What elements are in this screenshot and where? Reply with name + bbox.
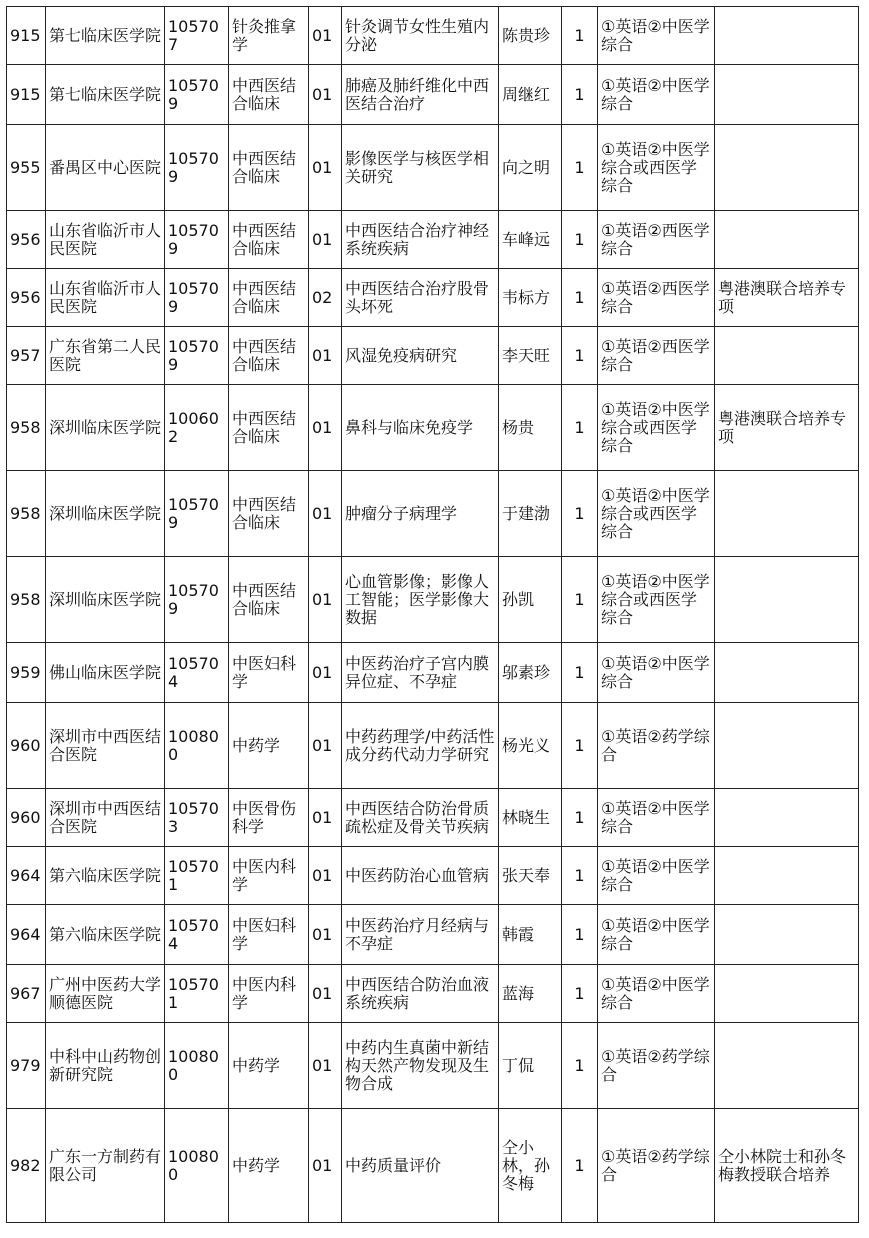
major-code-cell: 100800: [165, 1109, 229, 1223]
unit-code-cell: 955: [7, 125, 46, 211]
major-cell: 中药学: [229, 703, 309, 789]
enrollment-count-cell: 1: [562, 703, 598, 789]
direction-code-cell: 01: [309, 471, 342, 557]
tutor-cell: 李天旺: [499, 327, 562, 385]
major-cell: 中西医结合临床: [229, 471, 309, 557]
note-cell: [715, 703, 859, 789]
tutor-cell: 韩霞: [499, 905, 562, 965]
major-cell: 中西医结合临床: [229, 211, 309, 269]
enrollment-count-cell: 1: [562, 1023, 598, 1109]
exam-subjects-cell: ①英语②西医学综合: [598, 327, 715, 385]
unit-code-cell: 982: [7, 1109, 46, 1223]
direction-code-cell: 01: [309, 643, 342, 703]
enrollment-count-cell: 1: [562, 7, 598, 65]
school-cell: 广东一方制药有限公司: [46, 1109, 165, 1223]
enrollment-count-cell: 1: [562, 327, 598, 385]
major-code-cell: 105701: [165, 965, 229, 1023]
unit-code-cell: 960: [7, 789, 46, 847]
note-cell: 粤港澳联合培养专项: [715, 269, 859, 327]
direction-code-cell: 01: [309, 557, 342, 643]
tutor-cell: 邬素珍: [499, 643, 562, 703]
direction-code-cell: 01: [309, 789, 342, 847]
note-cell: [715, 789, 859, 847]
note-cell: [715, 1023, 859, 1109]
note-cell: [715, 125, 859, 211]
major-cell: 中西医结合临床: [229, 125, 309, 211]
school-cell: 山东省临沂市人民医院: [46, 211, 165, 269]
research-direction-cell: 中药药理学/中药活性成分药代动力学研究: [342, 703, 499, 789]
exam-subjects-cell: ①英语②中医学综合: [598, 789, 715, 847]
enrollment-count-cell: 1: [562, 125, 598, 211]
major-cell: 中医妇科学: [229, 905, 309, 965]
exam-subjects-cell: ①英语②药学综合: [598, 1109, 715, 1223]
direction-code-cell: 01: [309, 847, 342, 905]
school-cell: 深圳市中西医结合医院: [46, 789, 165, 847]
unit-code-cell: 959: [7, 643, 46, 703]
unit-code-cell: 979: [7, 1023, 46, 1109]
tutor-cell: 张天奉: [499, 847, 562, 905]
table-row: [7, 557, 859, 643]
tutor-cell: 陈贵珍: [499, 7, 562, 65]
research-direction-cell: 中医药治疗月经病与不孕症: [342, 905, 499, 965]
major-code-cell: 105709: [165, 269, 229, 327]
research-direction-cell: 中西医结合防治血液系统疾病: [342, 965, 499, 1023]
direction-code-cell: 01: [309, 905, 342, 965]
major-code-cell: 105707: [165, 7, 229, 65]
tutor-cell: 韦标方: [499, 269, 562, 327]
major-code-cell: 100800: [165, 1023, 229, 1109]
enrollment-count-cell: 1: [562, 557, 598, 643]
note-cell: [715, 847, 859, 905]
table-row: [7, 1109, 859, 1223]
research-direction-cell: 鼻科与临床免疫学: [342, 385, 499, 471]
major-code-cell: 105704: [165, 905, 229, 965]
unit-code-cell: 915: [7, 65, 46, 125]
table-row: [7, 65, 859, 125]
research-direction-cell: 肿瘤分子病理学: [342, 471, 499, 557]
table-row: [7, 1023, 859, 1109]
school-cell: 深圳市中西医结合医院: [46, 703, 165, 789]
enrollment-count-cell: 1: [562, 211, 598, 269]
unit-code-cell: 915: [7, 7, 46, 65]
table-row: [7, 7, 859, 65]
major-code-cell: 105709: [165, 65, 229, 125]
school-cell: 番禺区中心医院: [46, 125, 165, 211]
school-cell: 广东省第二人民医院: [46, 327, 165, 385]
major-cell: 中西医结合临床: [229, 557, 309, 643]
exam-subjects-cell: ①英语②中医学综合或西医学综合: [598, 385, 715, 471]
school-cell: 第七临床医学院: [46, 65, 165, 125]
note-cell: [715, 643, 859, 703]
school-cell: 深圳临床医学院: [46, 557, 165, 643]
major-code-cell: 105709: [165, 211, 229, 269]
direction-code-cell: 01: [309, 1023, 342, 1109]
table-row: [7, 789, 859, 847]
tutor-cell: 车峰远: [499, 211, 562, 269]
note-cell: 仝小林院士和孙冬梅教授联合培养: [715, 1109, 859, 1223]
note-cell: [715, 211, 859, 269]
major-code-cell: 100602: [165, 385, 229, 471]
unit-code-cell: 958: [7, 471, 46, 557]
tutor-cell: 杨贵: [499, 385, 562, 471]
unit-code-cell: 958: [7, 385, 46, 471]
note-cell: [715, 327, 859, 385]
enrollment-count-cell: 1: [562, 847, 598, 905]
unit-code-cell: 956: [7, 269, 46, 327]
exam-subjects-cell: ①英语②中医学综合: [598, 7, 715, 65]
note-cell: [715, 905, 859, 965]
research-direction-cell: 风湿免疫病研究: [342, 327, 499, 385]
major-code-cell: 105709: [165, 557, 229, 643]
major-code-cell: 105709: [165, 471, 229, 557]
note-cell: [715, 65, 859, 125]
major-code-cell: 100800: [165, 703, 229, 789]
unit-code-cell: 967: [7, 965, 46, 1023]
research-direction-cell: 中西医结合治疗股骨头坏死: [342, 269, 499, 327]
table-row: [7, 847, 859, 905]
table-row: [7, 471, 859, 557]
school-cell: 第七临床医学院: [46, 7, 165, 65]
table-row: [7, 385, 859, 471]
exam-subjects-cell: ①英语②药学综合: [598, 1023, 715, 1109]
major-cell: 中西医结合临床: [229, 327, 309, 385]
direction-code-cell: 01: [309, 125, 342, 211]
exam-subjects-cell: ①英语②中医学综合或西医学综合: [598, 125, 715, 211]
direction-code-cell: 01: [309, 1109, 342, 1223]
unit-code-cell: 964: [7, 905, 46, 965]
direction-code-cell: 01: [309, 965, 342, 1023]
major-cell: 中医内科学: [229, 965, 309, 1023]
enrollment-count-cell: 1: [562, 965, 598, 1023]
research-direction-cell: 中西医结合治疗神经系统疾病: [342, 211, 499, 269]
tutor-cell: 孙凯: [499, 557, 562, 643]
major-cell: 中医内科学: [229, 847, 309, 905]
unit-code-cell: 958: [7, 557, 46, 643]
school-cell: 深圳临床医学院: [46, 385, 165, 471]
research-direction-cell: 中药内生真菌中新结构天然产物发现及生物合成: [342, 1023, 499, 1109]
school-cell: 山东省临沂市人民医院: [46, 269, 165, 327]
direction-code-cell: 02: [309, 269, 342, 327]
enrollment-count-cell: 1: [562, 65, 598, 125]
exam-subjects-cell: ①英语②中医学综合: [598, 847, 715, 905]
research-direction-cell: 中医药治疗子宫内膜异位症、不孕症: [342, 643, 499, 703]
research-direction-cell: 针灸调节女性生殖内分泌: [342, 7, 499, 65]
admissions-table: [6, 6, 859, 1223]
major-code-cell: 105704: [165, 643, 229, 703]
school-cell: 中科中山药物创新研究院: [46, 1023, 165, 1109]
exam-subjects-cell: ①英语②中医学综合: [598, 965, 715, 1023]
school-cell: 深圳临床医学院: [46, 471, 165, 557]
table-row: [7, 643, 859, 703]
enrollment-count-cell: 1: [562, 471, 598, 557]
exam-subjects-cell: ①英语②中医学综合或西医学综合: [598, 471, 715, 557]
major-cell: 中医骨伤科学: [229, 789, 309, 847]
direction-code-cell: 01: [309, 327, 342, 385]
table-row: [7, 905, 859, 965]
direction-code-cell: 01: [309, 211, 342, 269]
note-cell: [715, 7, 859, 65]
major-cell: 中医妇科学: [229, 643, 309, 703]
major-cell: 中西医结合临床: [229, 385, 309, 471]
enrollment-count-cell: 1: [562, 385, 598, 471]
major-code-cell: 105709: [165, 327, 229, 385]
enrollment-count-cell: 1: [562, 643, 598, 703]
table-row: [7, 703, 859, 789]
school-cell: 第六临床医学院: [46, 905, 165, 965]
exam-subjects-cell: ①英语②中医学综合: [598, 905, 715, 965]
tutor-cell: 周继红: [499, 65, 562, 125]
note-cell: [715, 965, 859, 1023]
table-body: [7, 7, 859, 1223]
exam-subjects-cell: ①英语②中医学综合: [598, 643, 715, 703]
direction-code-cell: 01: [309, 65, 342, 125]
exam-subjects-cell: ①英语②西医学综合: [598, 269, 715, 327]
enrollment-count-cell: 1: [562, 269, 598, 327]
note-cell: [715, 557, 859, 643]
table-row: [7, 125, 859, 211]
exam-subjects-cell: ①英语②中医学综合或西医学综合: [598, 557, 715, 643]
exam-subjects-cell: ①英语②中医学综合: [598, 65, 715, 125]
enrollment-count-cell: 1: [562, 1109, 598, 1223]
unit-code-cell: 960: [7, 703, 46, 789]
exam-subjects-cell: ①英语②药学综合: [598, 703, 715, 789]
direction-code-cell: 01: [309, 703, 342, 789]
table-row: [7, 327, 859, 385]
research-direction-cell: 中西医结合防治骨质疏松症及骨关节疾病: [342, 789, 499, 847]
table-row: [7, 965, 859, 1023]
tutor-cell: 蓝海: [499, 965, 562, 1023]
major-cell: 中药学: [229, 1023, 309, 1109]
unit-code-cell: 956: [7, 211, 46, 269]
research-direction-cell: 中医药防治心血管病: [342, 847, 499, 905]
tutor-cell: 仝小林，孙冬梅: [499, 1109, 562, 1223]
enrollment-count-cell: 1: [562, 905, 598, 965]
major-cell: 中西医结合临床: [229, 269, 309, 327]
school-cell: 佛山临床医学院: [46, 643, 165, 703]
major-code-cell: 105703: [165, 789, 229, 847]
tutor-cell: 林晓生: [499, 789, 562, 847]
school-cell: 第六临床医学院: [46, 847, 165, 905]
note-cell: 粤港澳联合培养专项: [715, 385, 859, 471]
major-cell: 针灸推拿学: [229, 7, 309, 65]
direction-code-cell: 01: [309, 385, 342, 471]
major-code-cell: 105701: [165, 847, 229, 905]
research-direction-cell: 心血管影像；影像人工智能；医学影像大数据: [342, 557, 499, 643]
school-cell: 广州中医药大学顺德医院: [46, 965, 165, 1023]
exam-subjects-cell: ①英语②西医学综合: [598, 211, 715, 269]
major-code-cell: 105709: [165, 125, 229, 211]
note-cell: [715, 471, 859, 557]
unit-code-cell: 964: [7, 847, 46, 905]
major-cell: 中西医结合临床: [229, 65, 309, 125]
research-direction-cell: 中药质量评价: [342, 1109, 499, 1223]
table-row: [7, 269, 859, 327]
direction-code-cell: 01: [309, 7, 342, 65]
research-direction-cell: 影像医学与核医学相关研究: [342, 125, 499, 211]
enrollment-count-cell: 1: [562, 789, 598, 847]
research-direction-cell: 肺癌及肺纤维化中西医结合治疗: [342, 65, 499, 125]
table-row: [7, 211, 859, 269]
major-cell: 中药学: [229, 1109, 309, 1223]
tutor-cell: 杨光义: [499, 703, 562, 789]
tutor-cell: 丁侃: [499, 1023, 562, 1109]
unit-code-cell: 957: [7, 327, 46, 385]
tutor-cell: 于建渤: [499, 471, 562, 557]
tutor-cell: 向之明: [499, 125, 562, 211]
